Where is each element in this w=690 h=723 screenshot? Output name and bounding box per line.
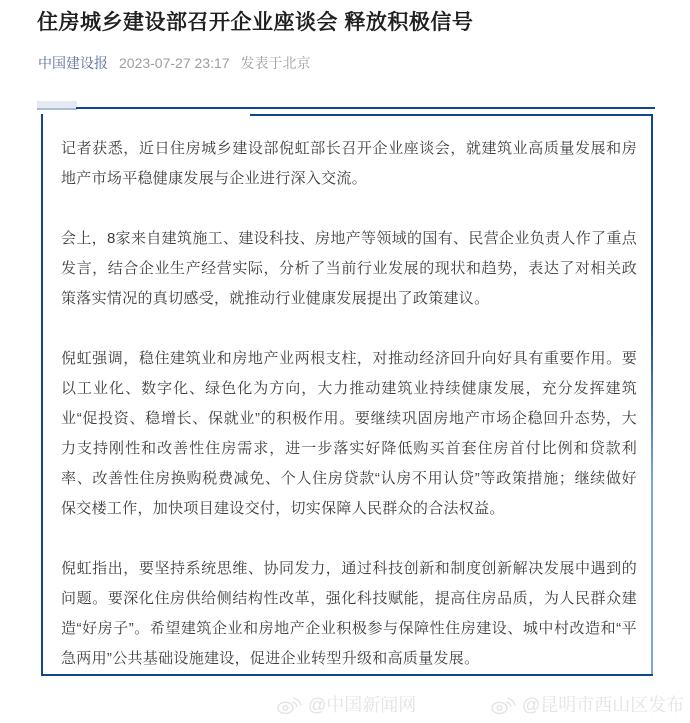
article-quote-box [41,114,653,676]
byline [38,53,322,73]
weibo-logo-icon [490,694,517,716]
watermark-handle: @中国新闻网 [308,695,417,715]
watermark-kunming-xishan [490,693,684,717]
watermark-china-news [276,693,416,717]
watermark-handle: @昆明市西山区发布 [522,695,685,715]
paragraph-intro: 记者获悉，近日住房城乡建设部倪虹部长召开企业座谈会，就建筑业高质量发展和房地产市场平稳健康发展与企业进行深入交流。 [61,140,637,187]
top-rule-decoration [76,107,655,109]
paragraph-meeting: 会上，8家来自建筑施工、建设科技、房地产等领域的国有、民营企业负责人作了重点发言，结合企业生产经营实际，分析了当前行业发展的现状和趋势，表达了对相关政策落实情况的真切感受，就推动行业健康发展提出了政策建议。 [61,230,637,307]
corner-tab-decoration [37,101,77,110]
paragraph-nihong-emphasis: 倪虹强调，稳住建筑业和房地产业两根支柱，对推动经济回升向好具有重要作用。要以工业化、数字化、绿色化为方向，大力推动建筑业持续健康发展，充分发挥建筑业“促投资、稳增长、保就业”的积极作用。要继续巩固房地产市场企稳回升态势，大力支持刚性和改善性住房需求，进一步落实好降低购买首套住房首付比例和贷款利率、改善性住房换购税费减免、个人住房贷款“认房不用认贷”等政策措施；继续做好保交楼工作，加快项目建设交付，切实保障人民群众的合法权益。 [61,350,637,517]
weibo-logo-icon [276,694,303,716]
source-account-link[interactable]: 中国建设报 [38,55,108,71]
article-title: 住房城乡建设部召开企业座谈会 释放积极信号 [37,11,474,34]
right-border-decoration [651,114,653,674]
publish-location: 发表于北京 [240,55,311,71]
publish-time: 2023-07-27 23:17 [119,55,230,71]
paragraph-nihong-points: 倪虹指出，要坚持系统思维、协同发力，通过科技创新和制度创新解决发展中遇到的问题。要深化住房供给侧结构性改革，强化科技赋能，提高住房品质，为人民群众建造“好房子”。希望建筑企业和房地产企业积极参与保障性住房建设、城中村改造和“平急两用”公共基础设施建设，促进企业转型升级和高质量发展。 [61,560,637,667]
partial-top-border-decoration [250,114,653,116]
